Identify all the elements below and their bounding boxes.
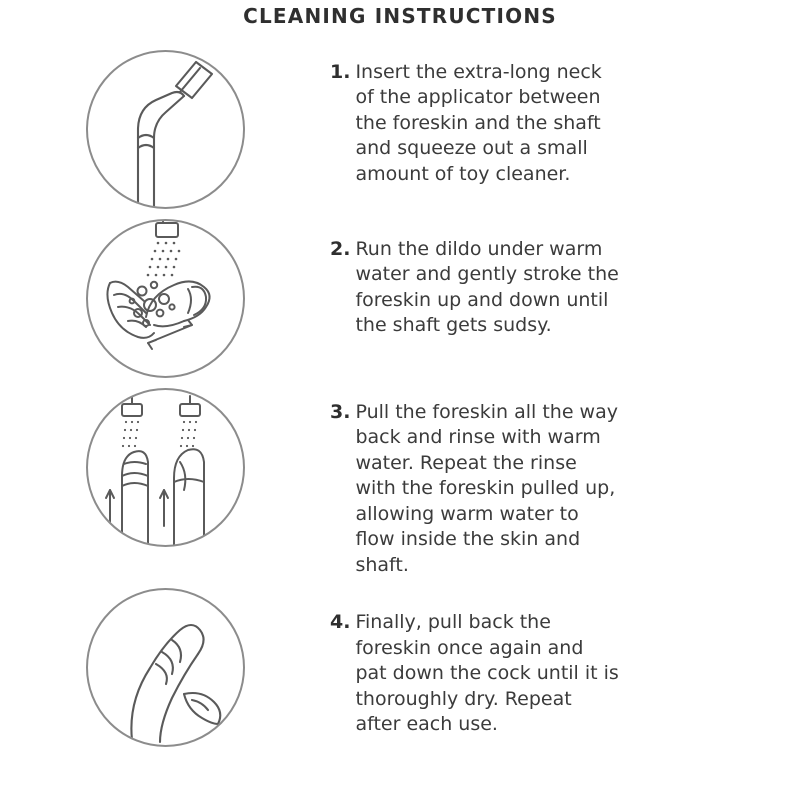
list-item (0, 50, 800, 209)
step-text-4 (330, 588, 800, 737)
step-description: Pull the foreskin all the way back and rinse with warm water. Repeat the rinse with the foreskin pulled up, allowing warm water to flow inside the skin and shaft. (355, 401, 618, 576)
step-description: Finally, pull back the foreskin once again and pat down the cock until it is thoroughly dry. Repeat after each use. (355, 611, 619, 735)
steps-list (0, 50, 800, 747)
list-item (0, 219, 800, 378)
list-item (0, 588, 800, 747)
step-number: 4. (330, 611, 351, 634)
illustration-container-4 (0, 588, 330, 747)
step-text-2 (330, 219, 800, 339)
page-title: CLEANING INSTRUCTIONS (243, 4, 557, 28)
applicator-nozzle-into-foreskin-icon (86, 50, 245, 209)
step-text-1 (330, 50, 800, 187)
hand-washing-under-shower-bubbles-icon (86, 219, 245, 378)
pat-dry-with-towel-icon (86, 588, 245, 747)
step-number: 2. (330, 238, 351, 260)
list-item (0, 388, 800, 578)
step-number: 3. (330, 401, 351, 423)
illustration-container-3 (0, 388, 330, 547)
step-number: 1. (330, 61, 351, 83)
two-shower-rinse-arrows-icon (86, 388, 245, 547)
step-description: Run the dildo under warm water and gently stroke the foreskin up and down until the shaft gets sudsy. (355, 238, 619, 337)
illustration-container-2 (0, 219, 330, 378)
step-text-3 (330, 388, 800, 578)
step-description: Insert the extra-long neck of the applicator between the foreskin and the shaft and squeeze out a small amount of toy cleaner. (355, 61, 602, 185)
illustration-container-1 (0, 50, 330, 209)
